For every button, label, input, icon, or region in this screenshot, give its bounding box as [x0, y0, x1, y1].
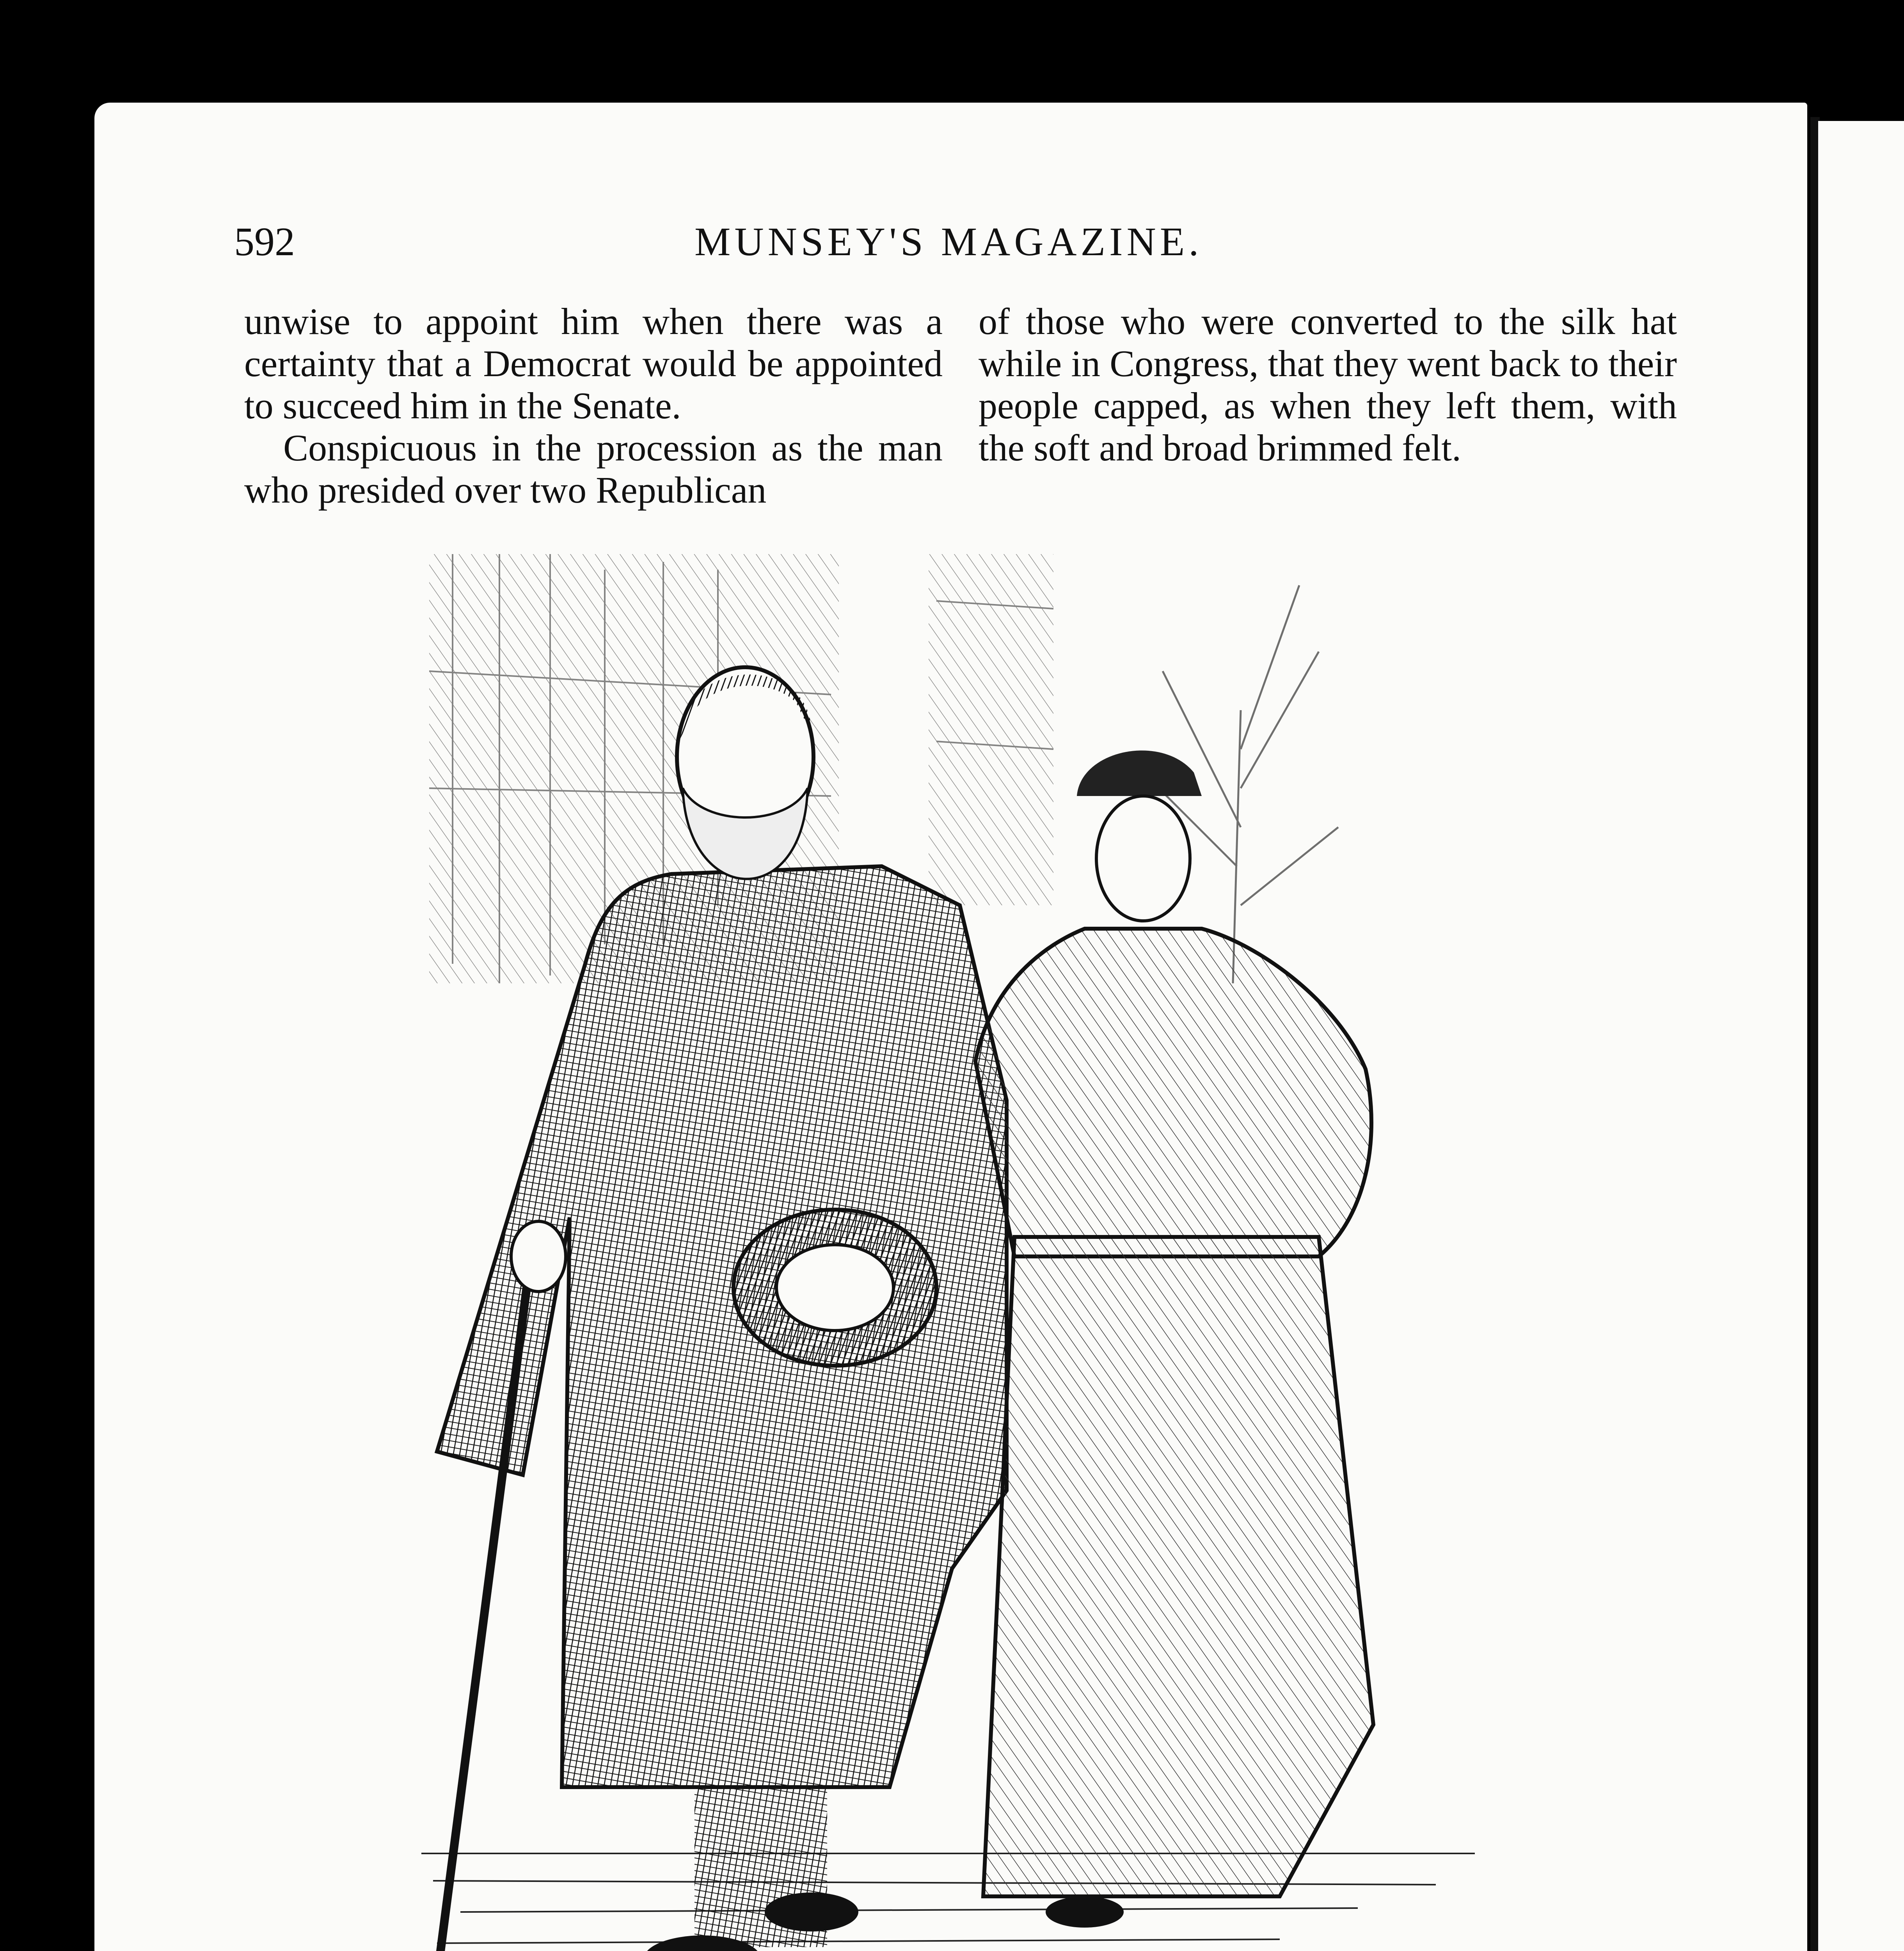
engraving-illustration [421, 554, 1475, 1951]
daughter-hat [1077, 750, 1202, 796]
daughter-head [1096, 796, 1190, 921]
next-page-sliver [1818, 121, 1904, 1951]
page-number: 592 [234, 219, 295, 264]
paragraph: of those who were converted to the silk hat while in Congress, that they went back to their people capped, as when they left them, with the soft and broad brimmed felt. [979, 300, 1677, 469]
page-header [234, 219, 1678, 285]
daughter-shoe [1046, 1896, 1124, 1928]
daughter-cape [975, 929, 1371, 1256]
ground-lines [421, 1853, 1475, 1943]
top-right-column [979, 300, 1677, 469]
hat-crown [776, 1245, 893, 1331]
paragraph: Conspicuous in the procession as the man who presided over two Republican [244, 427, 943, 511]
chaplain-shoe [765, 1892, 858, 1931]
chaplain-hand [511, 1221, 566, 1292]
running-head: MUNSEY'S MAGAZINE. [694, 219, 1203, 264]
daughter-skirt [983, 1237, 1373, 1896]
top-left-column [244, 300, 943, 511]
paragraph: unwise to appoint him when there was a certainty that a Democrat would be appointed to succeed him in the Senate. [244, 300, 943, 426]
